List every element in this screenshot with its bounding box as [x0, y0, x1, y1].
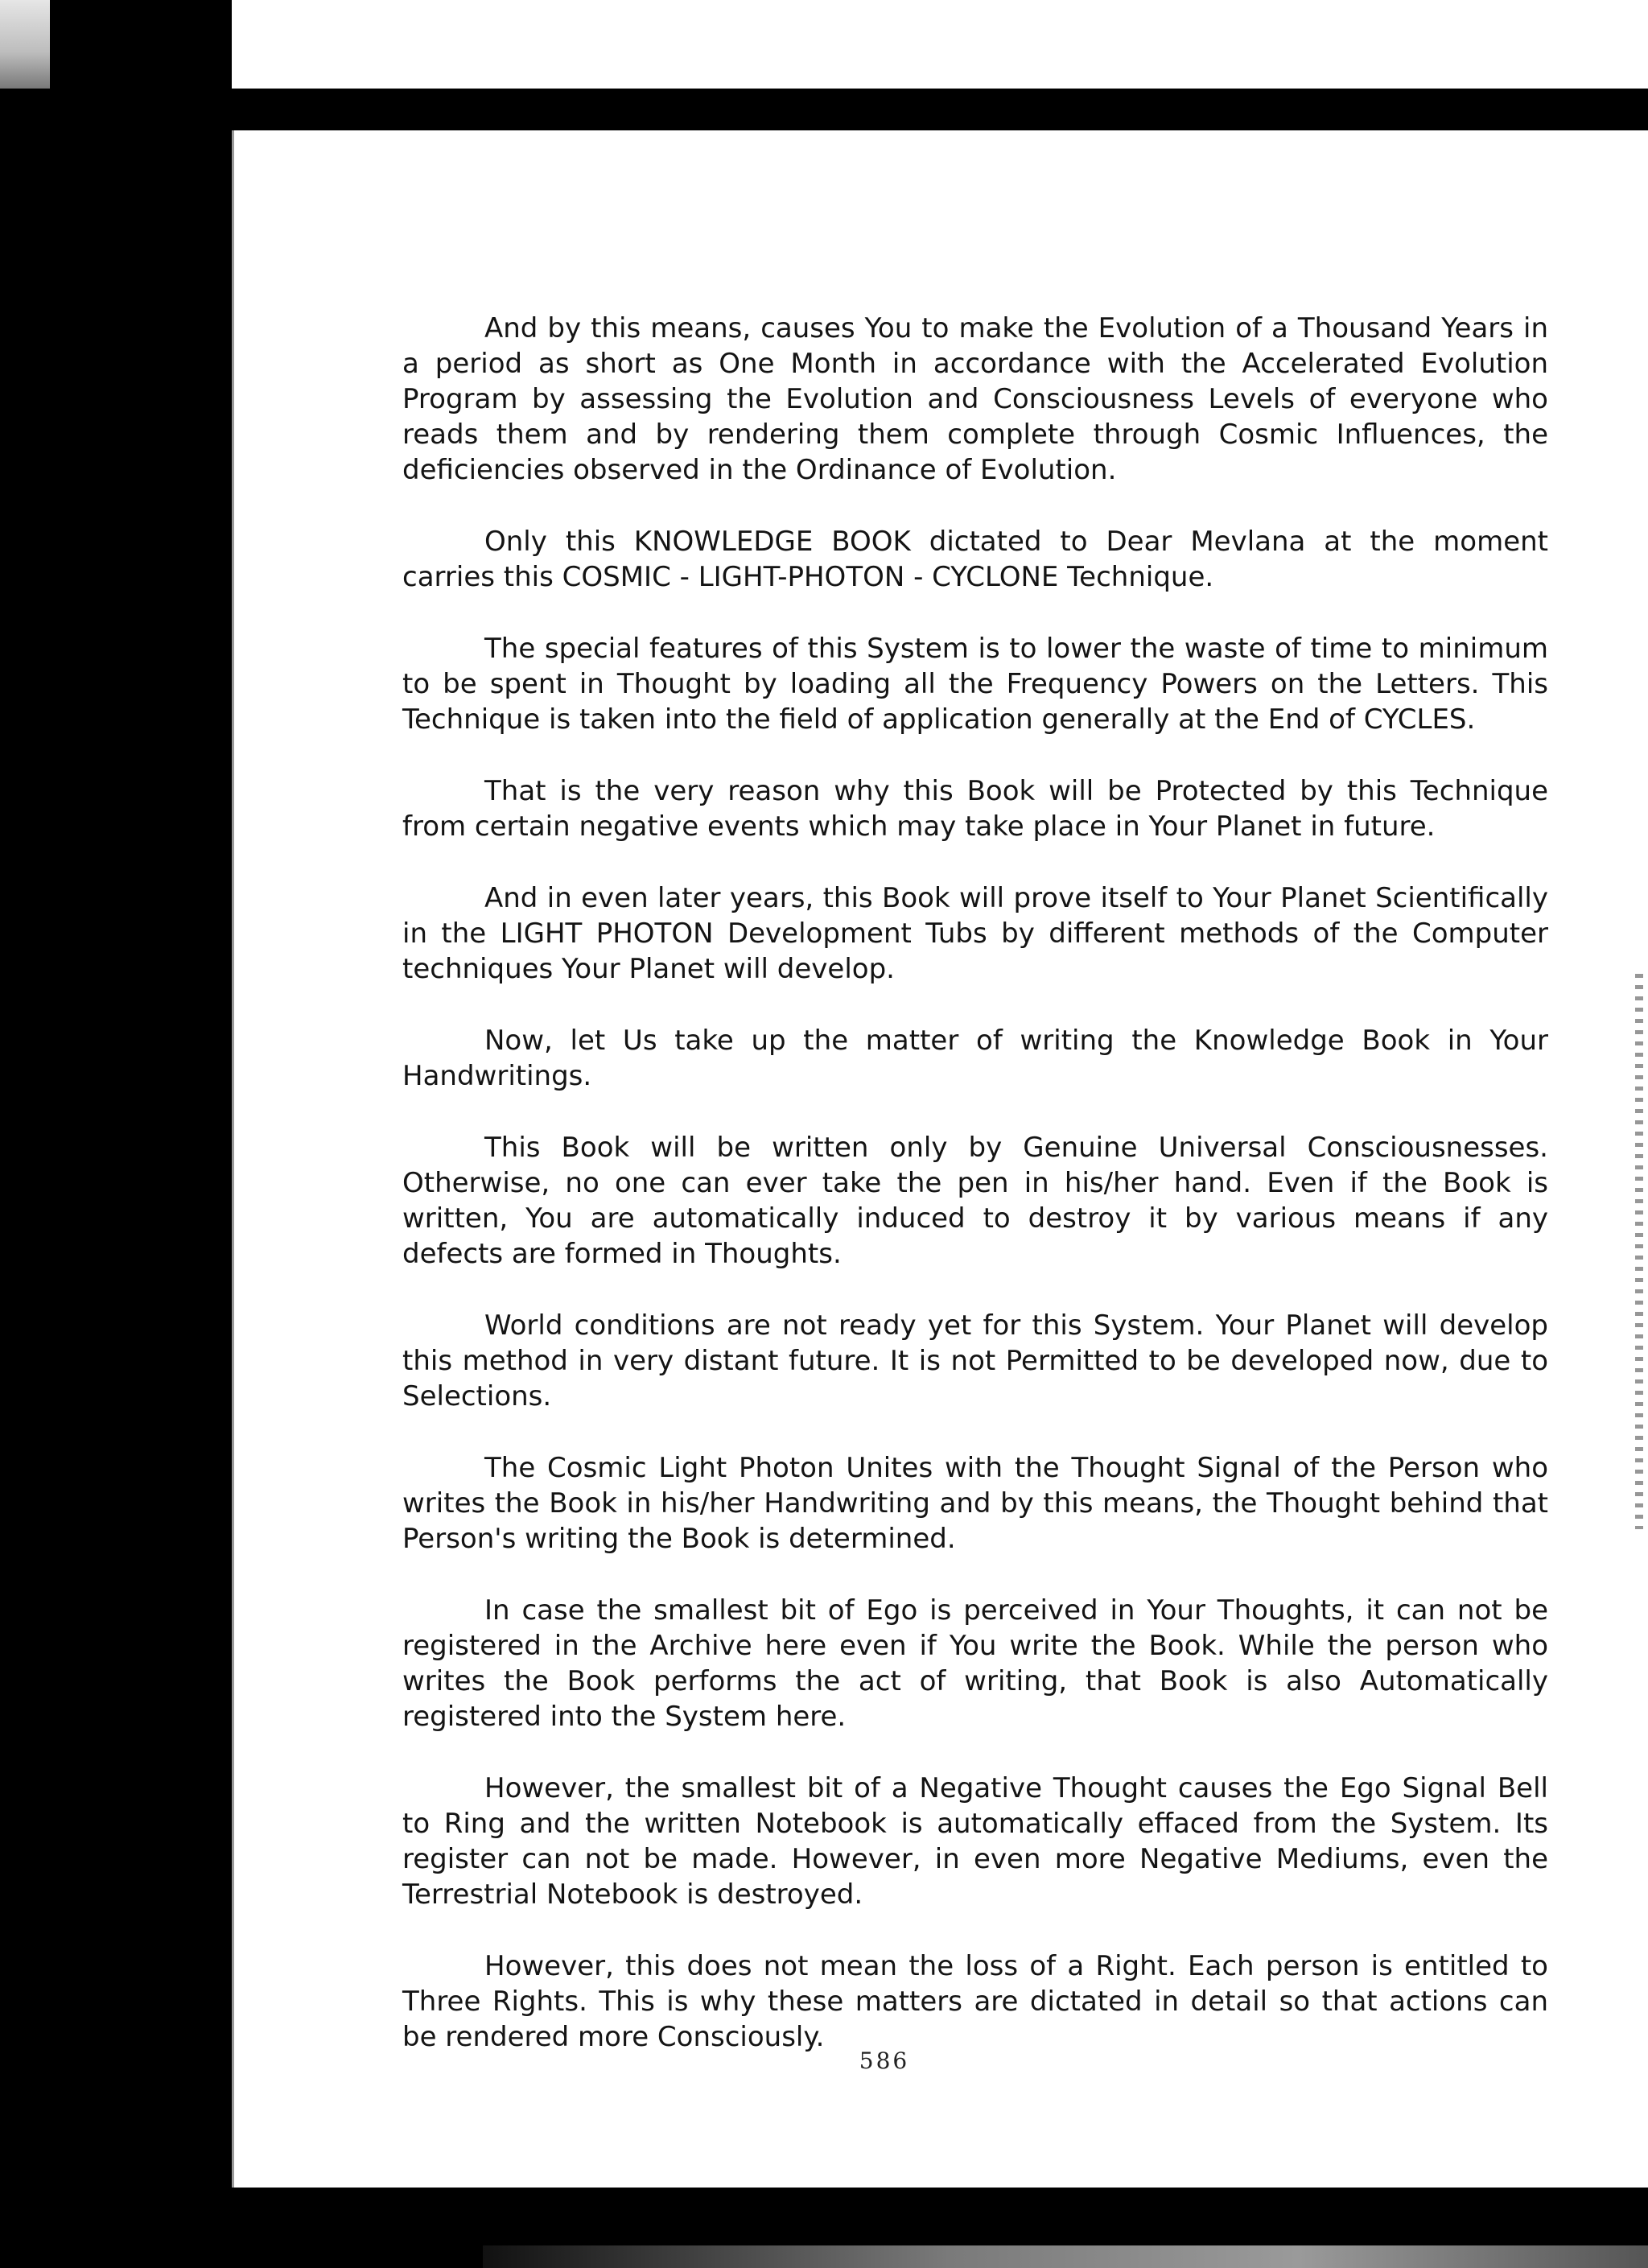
paragraph: And by this means, causes You to make the Evolution of a Thousand Years in a period as short as One Month in accordance with the Accelerated Evolution Program by assessing the Evolution and Consciousness Levels of everyone who reads them and by rendering them complete through Cosmic Influences, the deficiencies observed in the Ordinance of Evolution.	[402, 312, 1548, 486]
scan-border-left	[0, 0, 232, 2268]
paragraph: This Book will be written only by Genuine Universal Consciousnesses. Otherwise, no one can ever take the pen in his/her hand. Even if the Book is written, You are automatically induced to destroy it by various means if any defects are formed in Thoughts.	[402, 1132, 1548, 1270]
paragraph: Only this KNOWLEDGE BOOK dictated to Dear Mevlana at the moment carries this COSMIC - LIGHT-PHOTON - CYCLONE Technique.	[402, 526, 1548, 593]
body-text	[402, 311, 1548, 2091]
scan-border-top	[0, 89, 1648, 130]
page-edge	[232, 130, 234, 2188]
paragraph: And in even later years, this Book will prove itself to Your Planet Scientifically in the LIGHT PHOTON Development Tubs by different methods of the Computer techniques Your Planet will develop.	[402, 882, 1548, 985]
paragraph: World conditions are not ready yet for this System. Your Planet will develop this method in very distant future. It is not Permitted to be developed now, due to Selections.	[402, 1309, 1548, 1412]
paragraph: However, this does not mean the loss of a Right. Each person is entitled to Three Rights. This is why these matters are dictated in detail so that actions can be rendered more Consciously.	[402, 1950, 1548, 2053]
page-number: 586	[859, 2047, 910, 2074]
paragraph: That is the very reason why this Book will be Protected by this Technique from certain negative events which may take place in Your Planet in future.	[402, 775, 1548, 843]
paragraph: However, the smallest bit of a Negative Thought causes the Ego Signal Bell to Ring and the written Notebook is automatically effaced from the System. Its register can not be made. However, in even more Negative Mediums, even the Terrestrial Notebook is destroyed.	[402, 1772, 1548, 1911]
paragraph: Now, let Us take up the matter of writing the Knowledge Book in Your Handwritings.	[402, 1025, 1548, 1092]
scan-artifact-bottom	[483, 2245, 1648, 2268]
paragraph: In case the smallest bit of Ego is perceived in Your Thoughts, it can not be registered in the Archive here even if You write the Book. While the person who writes the Book performs the act of writing, that Book is also Automatically registered into the System here.	[402, 1594, 1548, 1733]
paragraph: The Cosmic Light Photon Unites with the Thought Signal of the Person who writes the Book in his/her Handwriting and by this means, the Thought behind that Person's writing the Book is determined.	[402, 1452, 1548, 1555]
page-number-container	[0, 2047, 1648, 2074]
scan-artifact-right-edge	[1635, 974, 1643, 1529]
paragraph: The special features of this System is to lower the waste of time to minimum to be spent in Thought by loading all the Frequency Powers on the Letters. This Technique is taken into the field of application generally at the End of CYCLES.	[402, 633, 1548, 736]
scan-artifact-top-left	[0, 0, 50, 95]
